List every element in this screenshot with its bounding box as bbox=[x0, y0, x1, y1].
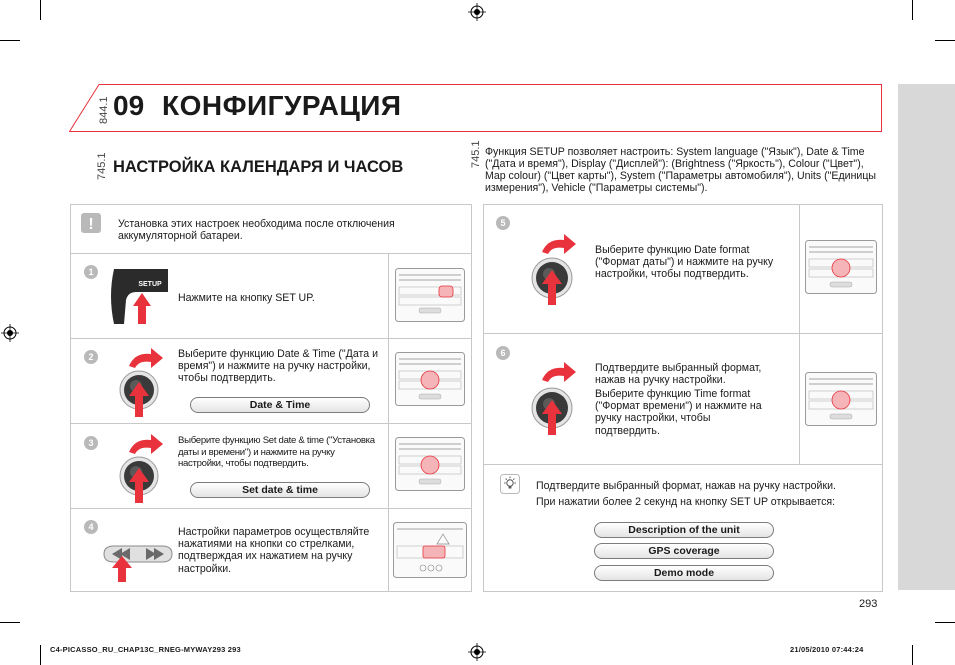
intro-text: Функция SETUP позволяет настроить: System language ("Язык"), Date & Time ("Дата и время"), Display ("Дисплей"): (Brightness ("Яркость"), Colour ("Цвет"), Map colour) ("Цвет карты"), System ("Параметры автомобиля"), Units ("Единицы измерения"), Vehicle ("Параметры системы"). bbox=[485, 146, 877, 194]
step-6-text-confirm: Подтвердите выбранный формат, нажав на ручку настройки. bbox=[595, 362, 762, 387]
page-number: 293 bbox=[859, 598, 878, 610]
crop-mark bbox=[0, 622, 20, 623]
step-number-badge: 1 bbox=[84, 265, 98, 279]
step-number-badge: 3 bbox=[84, 436, 98, 450]
tip-text-confirm: Подтвердите выбранный формат, нажав на ручку настройки. bbox=[536, 480, 836, 492]
radio-panel-illustration bbox=[395, 268, 465, 322]
radio-panel-illustration bbox=[395, 352, 465, 406]
control-knob-illustration bbox=[115, 430, 165, 504]
gps-coverage-option[interactable]: GPS coverage bbox=[594, 543, 774, 559]
crop-mark bbox=[912, 0, 913, 20]
step-6-text-time-format: Выберите функцию Time format ("Формат времени") и нажмите на ручку настройки, чтобы подтвердить. bbox=[595, 388, 762, 437]
setup-button-illustration bbox=[106, 266, 176, 326]
step-number-badge: 4 bbox=[84, 520, 98, 534]
step-1-text: Нажмите на кнопку SET UP. bbox=[178, 292, 315, 304]
divider bbox=[70, 423, 472, 424]
step-number-badge: 5 bbox=[496, 216, 510, 230]
description-of-unit-option[interactable]: Description of the unit bbox=[594, 522, 774, 538]
step-4-text: Настройки параметров осуществляйте нажатиями на кнопки со стрелками, подтверждая их нажатием на ручку настройки. bbox=[178, 526, 370, 575]
crop-mark bbox=[40, 645, 41, 665]
radio-panel-illustration bbox=[805, 240, 877, 294]
chapter-side-tab bbox=[898, 84, 955, 590]
crop-mark bbox=[912, 645, 913, 665]
svg-text:!: ! bbox=[88, 216, 94, 233]
step-number-badge: 6 bbox=[496, 346, 510, 360]
chapter-title: КОНФИГУРАЦИЯ bbox=[162, 90, 402, 121]
crop-mark bbox=[40, 0, 41, 20]
tip-text-setup-hold: При нажатии более 2 секунд на кнопку SET UP открывается: bbox=[536, 496, 836, 508]
section-ref-code-left: 745.1 bbox=[96, 152, 108, 180]
divider bbox=[70, 338, 472, 339]
set-date-time-option[interactable]: Set date & time bbox=[190, 482, 370, 498]
footer-file-info: C4-PICASSO_RU_CHAP13C_RNEG-MYWAY293 293 bbox=[50, 645, 241, 654]
radio-panel-illustration bbox=[395, 437, 465, 491]
warning-text: Установка этих настроек необходима после отключения аккумуляторной батареи. bbox=[118, 218, 395, 243]
control-knob-illustration bbox=[528, 356, 578, 436]
demo-mode-option[interactable]: Demo mode bbox=[594, 565, 774, 581]
divider bbox=[799, 204, 800, 464]
crop-mark bbox=[935, 40, 955, 41]
control-knob-illustration bbox=[115, 344, 165, 418]
control-knob-illustration bbox=[528, 228, 578, 306]
warning-icon bbox=[80, 212, 102, 234]
registration-mark-icon bbox=[1, 324, 19, 342]
chapter-ref-code: 844.1 bbox=[98, 96, 110, 124]
divider bbox=[483, 333, 883, 334]
section-title: НАСТРОЙКА КАЛЕНДАРЯ И ЧАСОВ bbox=[113, 158, 404, 176]
step-2-text: Выберите функцию Date & Time ("Дата и время") и нажмите на ручку настройки, чтобы подтвердить. bbox=[178, 348, 378, 385]
date-time-option[interactable]: Date & Time bbox=[190, 397, 370, 413]
divider bbox=[388, 253, 389, 592]
step-5-text: Выберите функцию Date format ("Формат даты") и нажмите на ручку настройки, чтобы подтвердить. bbox=[595, 244, 774, 281]
divider bbox=[70, 253, 472, 254]
registration-mark-icon bbox=[468, 3, 486, 21]
tip-lightbulb-icon bbox=[500, 474, 520, 494]
step-number-badge: 2 bbox=[84, 350, 98, 364]
divider bbox=[483, 464, 883, 465]
footer-timestamp: 21/05/2010 07:44:24 bbox=[790, 645, 864, 654]
crop-mark bbox=[0, 40, 20, 41]
crop-mark bbox=[935, 622, 955, 623]
setup-button-label: SETUP bbox=[138, 281, 162, 288]
section-ref-code-right: 745.1 bbox=[470, 140, 482, 168]
registration-mark-icon bbox=[468, 643, 486, 661]
arrow-buttons-illustration bbox=[98, 538, 176, 584]
radio-panel-illustration bbox=[393, 522, 467, 578]
radio-panel-illustration bbox=[805, 372, 877, 426]
divider bbox=[70, 508, 472, 509]
step-3-text: Выберите функцию Set date & time ("Установка даты и времени") и нажмите на ручку настройки, чтобы подтвердить. bbox=[178, 435, 375, 469]
chapter-number: 09 bbox=[113, 90, 145, 121]
